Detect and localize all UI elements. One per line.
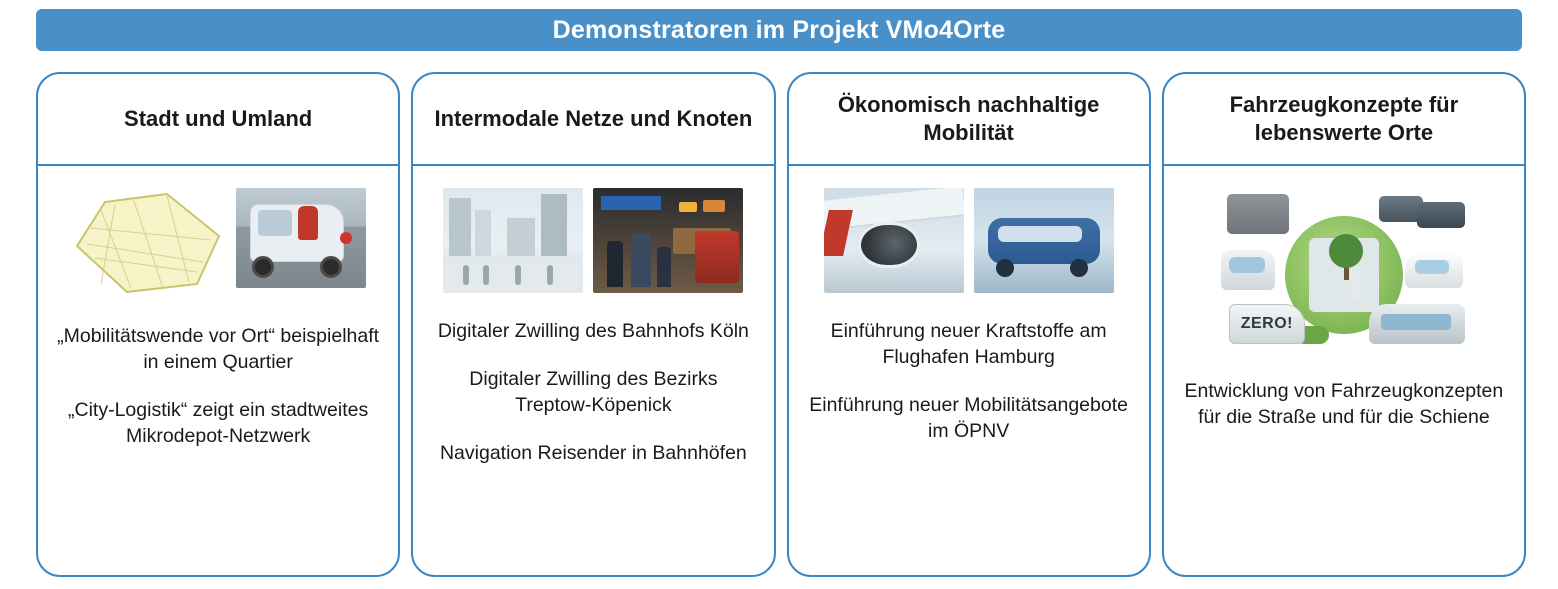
pedestrian-figure (483, 265, 489, 285)
card-text: Entwicklung von Fahrzeugkonzepten für die Straße und für die Schiene (1184, 380, 1504, 428)
vehicle-window (1229, 257, 1265, 273)
traveler-figure (607, 241, 623, 287)
bus-vehicle (1227, 194, 1289, 234)
traveler-figure (657, 247, 671, 287)
card-text: Digitaler Zwilling des Bahnhofs Köln (437, 320, 749, 342)
cargo-bike-logo (340, 232, 352, 244)
cargo-bike-wheel (320, 256, 342, 278)
cargo-bike-rider (298, 206, 318, 240)
card-text: Einführung neuer Kraftstoffe am Flughafen Hamburg (830, 320, 1107, 368)
microcar-vehicle (1221, 250, 1275, 290)
image-row (443, 188, 743, 293)
shuttle-window (998, 226, 1082, 242)
building-shape (507, 218, 535, 256)
pedestrian-figure (515, 265, 521, 285)
card-text: Navigation Reisender in Bahnhöfen (439, 441, 747, 464)
card-stadt-und-umland[interactable] (36, 72, 400, 577)
vehicle-window (1381, 314, 1451, 330)
card-text: „City-Logistik“ zeigt ein stadtweites Mikrodepot-Netzwerk (68, 398, 369, 447)
cargo-bike-window (258, 210, 292, 236)
card-body (413, 166, 773, 575)
tree-icon (1329, 234, 1363, 268)
departure-board (601, 196, 661, 210)
card-body (1164, 166, 1524, 575)
aircraft-engine (858, 222, 920, 268)
card-header (38, 74, 398, 166)
text-block (805, 319, 1133, 445)
building-shape (449, 198, 471, 256)
train-shape (695, 231, 739, 283)
text-block (1180, 379, 1508, 431)
pedestrian-figure (1351, 272, 1360, 298)
image-row (824, 188, 1114, 293)
shuttle-wheel (1070, 259, 1088, 277)
shop-light (679, 202, 697, 212)
image-row (71, 188, 366, 298)
shuttle-wheel (996, 259, 1014, 277)
autonomous-shuttle-photo (974, 188, 1114, 293)
building-shape (541, 194, 567, 256)
card-body (38, 166, 398, 575)
car-vehicle (1417, 202, 1465, 228)
shop-light (703, 200, 725, 212)
card-text: Einführung neuer Mobilitätsangebote im ÖPNV (809, 393, 1128, 442)
pedestrian-figure (547, 265, 553, 285)
quartier-map-image (71, 188, 226, 298)
zero-emission-badge (1229, 304, 1305, 344)
building-shape (475, 210, 491, 256)
pedestrian-figure (463, 265, 469, 285)
aircraft-engine-photo (824, 188, 964, 293)
vehicle-concepts-collage (1219, 188, 1469, 353)
aircraft-livery-stripe (824, 210, 853, 256)
card-header (413, 74, 773, 166)
card-fahrzeugkonzepte[interactable] (1162, 72, 1526, 577)
card-oekonomisch-nachhaltige-mobilitaet[interactable] (787, 72, 1151, 577)
car-vehicle (1405, 254, 1463, 288)
card-title: Ökonomisch nachhaltige Mobilität (837, 91, 1100, 145)
card-header (789, 74, 1149, 166)
vehicle-window (1415, 260, 1449, 274)
city-simulation-image (443, 188, 583, 293)
card-text: Digitaler Zwilling des Bezirks Treptow-Köpenick (469, 367, 718, 416)
card-text: „Mobilitätswende vor Ort“ beispielhaft in einem Quartier (57, 325, 380, 373)
card-title: Stadt und Umland (124, 105, 313, 131)
card-title: Fahrzeugkonzepte für lebenswerte Orte (1229, 91, 1459, 145)
text-block (429, 319, 757, 467)
station-concourse-photo (593, 188, 743, 293)
header-banner (36, 9, 1522, 51)
tram-vehicle (1369, 304, 1465, 344)
demonstrator-columns (36, 72, 1526, 577)
page-title: Demonstratoren im Projekt VMo4Orte (552, 15, 1006, 44)
card-header (1164, 74, 1524, 166)
cargo-bike-photo (236, 188, 366, 288)
card-intermodale-netze[interactable] (411, 72, 775, 577)
cargo-bike-wheel (252, 256, 274, 278)
card-body (789, 166, 1149, 575)
traveler-figure (631, 233, 651, 287)
text-block (54, 324, 382, 450)
card-title: Intermodale Netze und Knoten (434, 105, 753, 131)
zero-badge-label: ZERO! (1240, 315, 1294, 332)
